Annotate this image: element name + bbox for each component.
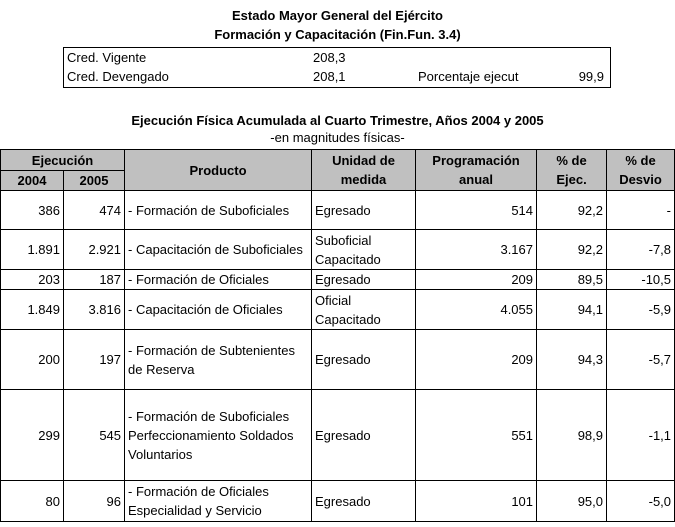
cell-producto: - Formación de Suboficiales Perfeccionamiento Soldados Voluntarios [125,390,312,481]
cell-producto: - Formación de Suboficiales [125,191,312,230]
cell-unidad: Egresado [312,390,416,481]
credit-vigente-row [64,50,610,69]
cell-unidad: Oficial Capacitado [312,290,416,330]
table-row [1,330,675,390]
cell-pct-desvio: - [607,191,675,230]
report-subtitle: Formación y Capacitación (Fin.Fun. 3.4) [214,27,461,42]
cell-producto: - Capacitación de Suboficiales [125,230,312,270]
cell-2004: 1.849 [1,290,64,330]
cell-2005: 474 [64,191,125,230]
cell-programacion: 209 [416,330,537,390]
cell-pct-ejec: 98,9 [537,390,607,481]
cell-pct-ejec: 94,3 [537,330,607,390]
cell-programacion: 101 [416,481,537,522]
cell-2005: 96 [64,481,125,522]
header-year-2004: 2004 [1,171,64,191]
header-pct-desvio: % de Desvio [607,150,675,191]
cell-pct-desvio: -5,9 [607,290,675,330]
execution-table [0,149,675,522]
cell-programacion: 551 [416,390,537,481]
cell-2005: 197 [64,330,125,390]
cell-2004: 1.891 [1,230,64,270]
cell-programacion: 209 [416,270,537,290]
cell-pct-ejec: 94,1 [537,290,607,330]
credit-vigente-label: Cred. Vigente [67,50,147,65]
cell-2005: 3.816 [64,290,125,330]
credit-vigente-value: 208,3 [313,50,346,65]
cell-2004: 80 [1,481,64,522]
section-title: Ejecución Física Acumulada al Cuarto Trimestre, Años 2004 y 2005 [131,113,544,128]
header-pct-ejec: % de Ejec. [537,150,607,191]
cell-2004: 200 [1,330,64,390]
report-title: Estado Mayor General del Ejército [232,8,443,23]
cell-programacion: 4.055 [416,290,537,330]
porcentaje-value: 99,9 [578,69,604,84]
header-programacion: Programación anual [416,150,537,191]
cell-pct-desvio: -10,5 [607,270,675,290]
cell-2004: 203 [1,270,64,290]
cell-unidad: Egresado [312,481,416,522]
cell-unidad: Egresado [312,270,416,290]
porcentaje-label: Porcentaje ejecut [418,69,519,84]
cell-unidad: Egresado [312,191,416,230]
table-row [1,481,675,522]
credit-devengado-row [64,69,610,88]
cell-pct-desvio: -1,1 [607,390,675,481]
cell-producto: - Formación de Oficiales [125,270,312,290]
cell-pct-ejec: 92,2 [537,191,607,230]
cell-2004: 299 [1,390,64,481]
table-row [1,191,675,230]
cell-programacion: 514 [416,191,537,230]
cell-pct-ejec: 95,0 [537,481,607,522]
header-producto: Producto [125,150,312,191]
cell-pct-desvio: -5,7 [607,330,675,390]
cell-2005: 2.921 [64,230,125,270]
cell-2005: 545 [64,390,125,481]
cell-pct-desvio: -5,0 [607,481,675,522]
cell-producto: - Formación de Oficiales Especialidad y Servicio [125,481,312,522]
credit-summary-box [63,47,611,88]
header-ejecucion: Ejecución [1,150,125,171]
cell-pct-desvio: -7,8 [607,230,675,270]
cell-unidad: Suboficial Capacitado [312,230,416,270]
cell-pct-ejec: 92,2 [537,230,607,270]
table-row [1,270,675,290]
table-row [1,390,675,481]
header-year-2005: 2005 [64,171,125,191]
table-row [1,290,675,330]
cell-producto: - Formación de Subtenientes de Reserva [125,330,312,390]
credit-devengado-value: 208,1 [313,69,346,84]
section-subtitle: -en magnitudes físicas- [270,130,405,145]
header-unidad: Unidad de medida [312,150,416,191]
credit-devengado-label: Cred. Devengado [67,69,169,84]
table-row [1,230,675,270]
cell-pct-ejec: 89,5 [537,270,607,290]
cell-programacion: 3.167 [416,230,537,270]
cell-producto: - Capacitación de Oficiales [125,290,312,330]
cell-unidad: Egresado [312,330,416,390]
cell-2005: 187 [64,270,125,290]
cell-2004: 386 [1,191,64,230]
